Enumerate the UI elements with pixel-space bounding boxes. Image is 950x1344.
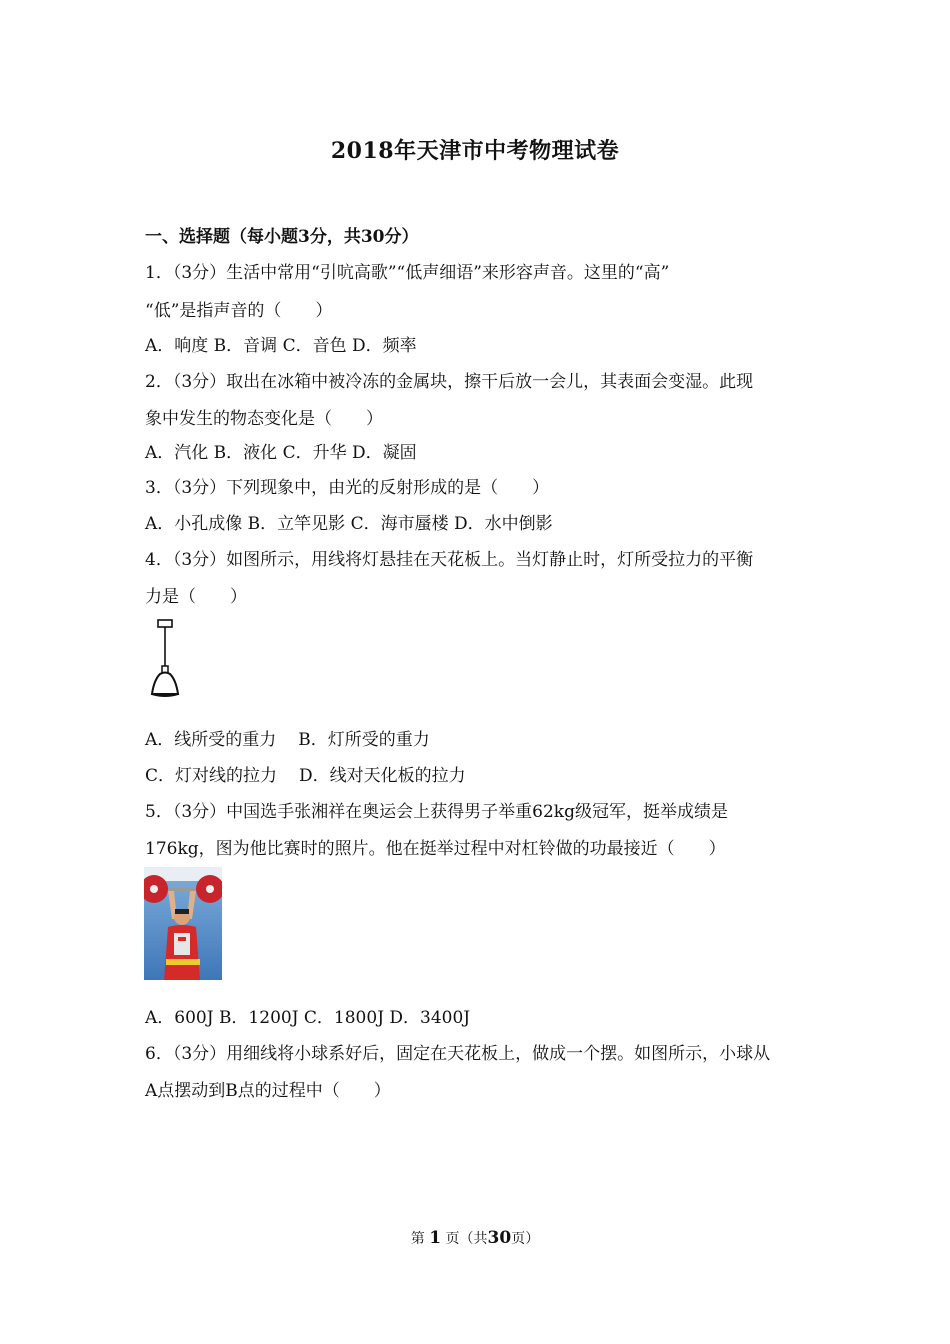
q5-stem-line2: 176kg，图为他比赛时的照片。他在挺举过程中对杠铃做的功最接近（ ） (145, 839, 726, 859)
q4-option-b: B．灯所受的重力 (298, 730, 430, 750)
q6-stem-line1: 6．（3分）用细线将小球系好后，固定在天花板上，做成一个摆。如图所示，小球从 (145, 1044, 771, 1064)
page-footer (0, 1228, 950, 1248)
q5-options: A．600J B．1200J C．1800J D．3400J (145, 1008, 471, 1028)
q4-option-c: C．灯对线的拉力 (145, 766, 278, 786)
q3-options: A．小孔成像 B．立竿见影 C．海市蜃楼 D．水中倒影 (145, 514, 553, 534)
q1-options: A．响度 B．音调 C．音色 D．频率 (145, 336, 417, 356)
page-title: 2018年天津市中考物理试卷 (330, 138, 620, 164)
q4-options-row1 (145, 725, 815, 750)
footer-middle: 页（共 (445, 1231, 488, 1247)
q6-stem-line2: A点摆动到B点的过程中（ ） (145, 1081, 391, 1101)
q4-stem-line2: 力是（ ） (145, 587, 247, 607)
q1-stem-line2: “低”是指声音的（ ） (145, 301, 333, 321)
q2-stem-line2: 象中发生的物态变化是（ ） (145, 409, 383, 429)
q5-stem-line1: 5．（3分）中国选手张湘祥在奥运会上获得男子举重62kg级冠军，挺举成绩是 (145, 802, 728, 822)
weightlifter-photo (144, 867, 222, 984)
footer-suffix: 页） (511, 1231, 540, 1247)
footer-page-number: 1 (429, 1228, 442, 1248)
footer-prefix: 第 (410, 1231, 425, 1247)
q4-stem-line1: 4．（3分）如图所示，用线将灯悬挂在天花板上。当灯静止时，灯所受拉力的平衡 (145, 550, 754, 570)
q1-stem-line1: 1．（3分）生活中常用“引吭高歌”“低声细语”来形容声音。这里的“高” (145, 263, 670, 283)
section-heading: 一、选择题（每小题3分，共30分） (145, 227, 419, 247)
q4-options-row2 (145, 761, 815, 786)
q4-option-d: D．线对天化板的拉力 (299, 766, 466, 786)
q4-option-a: A．线所受的重力 (145, 730, 277, 750)
q2-options: A．汽化 B．液化 C．升华 D．凝固 (145, 443, 417, 463)
hanging-lamp-figure (143, 618, 187, 704)
q2-stem-line1: 2．（3分）取出在冰箱中被冷冻的金属块，擦干后放一会儿，其表面会变湿。此现 (145, 372, 754, 392)
q3-stem: 3．（3分）下列现象中，由光的反射形成的是（ ） (145, 478, 550, 498)
footer-total-pages: 30 (487, 1228, 512, 1248)
